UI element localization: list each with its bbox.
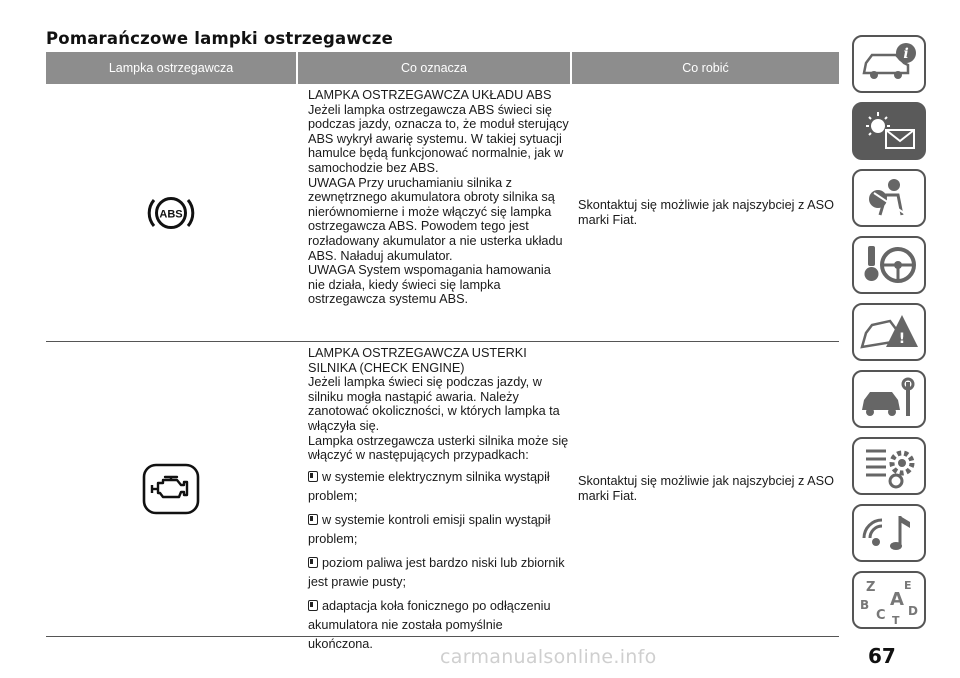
index-letter: B — [860, 598, 870, 612]
check-engine-action-text: Skontaktuj się możliwie jak najszybciej z ASO marki Fiat. — [578, 474, 834, 503]
abs-warning-icon — [139, 188, 203, 238]
header-meaning: Co oznacza — [296, 52, 570, 84]
bullet-icon — [308, 471, 318, 482]
bullet-icon — [308, 557, 318, 568]
svg-text:!: ! — [898, 331, 906, 347]
meaning-cell — [296, 342, 570, 651]
abs-meaning-text: LAMPKA OSTRZEGAWCZA UKŁADU ABS Jeżeli lampka ostrzegawcza ABS świeci się podczas jazdy, oznacza to, że moduł sterujący ABS wykrył awarię systemu. W takiej sytuacji hamulce będą funkcjonować normalnie, jak w samochodzie bez ABS. UWAGA Przy uruchamianiu silnika z zewnętrznego akumulatora obroty silnika są nierównomierne i może włączyć się lampka ostrzegawcza ABS. Powodem tego jest rozładowany akumulator a nie usterka układu ABS. Naładuj akumulator. UWAGA System wspomagania hamowania nie działa, kiedy świeci się lampka ostrzegawcza systemu ABS. — [308, 88, 569, 307]
action-cell — [570, 84, 839, 341]
bullet-icon — [308, 514, 318, 525]
list-item — [308, 554, 570, 592]
watermark: carmanualsonline.info — [440, 646, 657, 668]
warning-lights-table — [46, 52, 839, 651]
index-letter: E — [904, 579, 912, 592]
page-number: 67 — [868, 644, 896, 668]
seat-airbag-icon[interactable] — [852, 169, 926, 227]
check-engine-meaning-text: LAMPKA OSTRZEGAWCZA USTERKI SILNIKA (CHECK ENGINE) Jeżeli lampka świeci się podczas jazdy, w silniku mogła nastąpić awaria. Należy zanotować okoliczności, w których lampka ta włączyła się. Lampka ostrzegawcza usterki silnika może się włączyć w następujących przypadkach: — [308, 346, 569, 463]
car-info-icon[interactable] — [852, 35, 926, 93]
index-letter: D — [908, 604, 918, 618]
specifications-gear-icon[interactable] — [852, 437, 926, 495]
header-action: Co robić — [570, 52, 839, 84]
page-title: Pomarańczowe lampki ostrzegawcze — [46, 29, 393, 48]
key-steering-wheel-icon[interactable] — [852, 236, 926, 294]
list-item — [308, 468, 570, 506]
alphabetical-index-icon[interactable] — [852, 571, 926, 629]
warning-light-message-icon[interactable] — [852, 102, 926, 160]
icon-cell — [46, 342, 296, 636]
car-maintenance-wrench-icon[interactable] — [852, 370, 926, 428]
breakdown-warning-triangle-icon[interactable] — [852, 303, 926, 361]
bullet-text: w systemie elektrycznym silnika wystąpił problem; — [308, 469, 550, 503]
abs-action-text: Skontaktuj się możliwie jak najszybciej z ASO marki Fiat. — [578, 197, 834, 227]
bullet-text: w systemie kontroli emisji spalin wystąpił problem; — [308, 512, 551, 546]
meaning-cell — [296, 84, 570, 341]
bullet-text: poziom paliwa jest bardzo niski lub zbiornik jest prawie pusty; — [308, 555, 565, 589]
index-letter: A — [890, 589, 904, 610]
index-letter: T — [892, 614, 900, 625]
bullet-text: adaptacja koła fonicznego po odłączeniu akumulatora nie została pomyślnie ukończona. — [308, 598, 551, 651]
icon-cell — [46, 84, 296, 341]
svg-text:i: i — [903, 46, 909, 62]
table-header — [46, 52, 839, 84]
index-letter: C — [876, 608, 886, 623]
multimedia-music-icon[interactable] — [852, 504, 926, 562]
index-letter: Z — [866, 580, 876, 595]
table-row — [46, 84, 839, 342]
check-engine-icon — [139, 462, 203, 516]
abs-icon-text: ABS — [159, 208, 183, 220]
bullet-icon — [308, 600, 318, 611]
list-item — [308, 511, 570, 549]
table-row — [46, 342, 839, 651]
action-cell — [570, 342, 839, 636]
header-warning-light: Lampka ostrzegawcza — [108, 61, 234, 75]
